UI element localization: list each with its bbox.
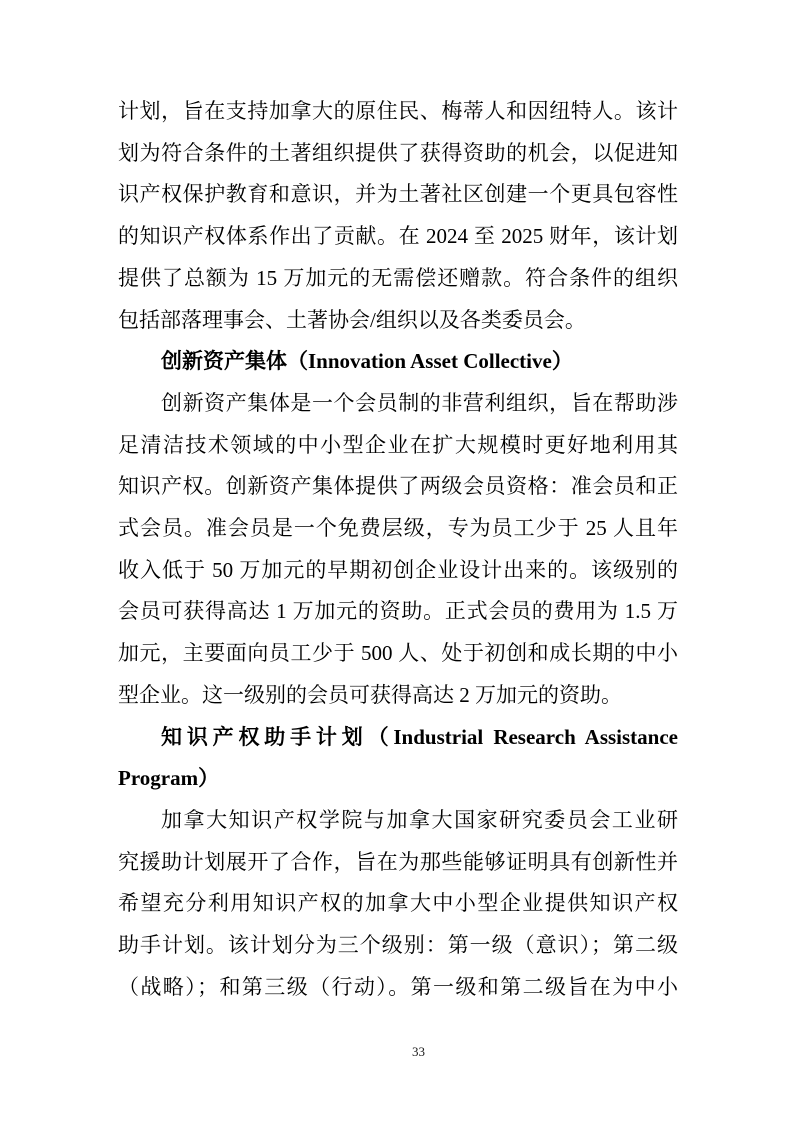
heading-industrial-research-assistance-program [118, 717, 678, 800]
section-heading: Program） [118, 766, 220, 791]
text-line: 识产权保护教育和意识，并为土著社区创建一个更具包容性 [118, 182, 678, 207]
text-line: 足清洁技术领域的中小型企业在扩大规模时更好地利用其 [118, 432, 678, 457]
text-line: 加拿大知识产权学院与加拿大国家研究委员会工业研 [161, 807, 678, 832]
text-line: 式会员。准会员是一个免费层级，专为员工少于 25 人且年 [118, 516, 678, 541]
text-line: 收入低于 50 万加元的早期初创企业设计出来的。该级别的 [118, 557, 678, 582]
text-line: 知识产权。创新资产集体提供了两级会员资格：准会员和正 [118, 474, 678, 499]
section-heading: 知识产权助手计划（Industrial Research Assistance [161, 724, 678, 749]
heading-innovation-asset-collective [118, 341, 678, 383]
text-line: （战略）；和第三级（行动）。第一级和第二级旨在为中小 [118, 974, 678, 999]
text-line: 提供了总额为 15 万加元的无需偿还赠款。符合条件的组织 [118, 265, 678, 290]
text-line: 助手计划。该计划分为三个级别：第一级（意识）；第二级 [118, 933, 678, 958]
text-line: 划为符合条件的土著组织提供了获得资助的机会，以促进知 [118, 140, 678, 165]
text-line: 包括部落理事会、土著协会/组织以及各类委员会。 [118, 307, 586, 332]
paragraph-innovation-asset-collective [118, 383, 678, 717]
text-line: 希望充分利用知识产权的加拿大中小型企业提供知识产权 [118, 891, 678, 916]
text-block [118, 91, 678, 1008]
page-number: 33 [412, 1044, 425, 1059]
text-line: 创新资产集体是一个会员制的非营利组织，旨在帮助涉 [161, 390, 678, 415]
section-heading: 创新资产集体（Innovation Asset Collective） [161, 349, 573, 374]
text-line: 加元，主要面向员工少于 500 人、处于初创和成长期的中小 [118, 641, 678, 666]
paragraph-ip-assist-program [118, 800, 678, 1009]
text-line: 的知识产权体系作出了贡献。在 2024 至 2025 财年，该计划 [118, 224, 678, 249]
text-line: 会员可获得高达 1 万加元的资助。正式会员的费用为 1.5 万 [118, 599, 678, 624]
text-line: 型企业。这一级别的会员可获得高达 2 万加元的资助。 [118, 682, 622, 707]
text-line: 计划，旨在支持加拿大的原住民、梅蒂人和因纽特人。该计 [118, 99, 678, 123]
paragraph-indigenous-ip-program [118, 91, 678, 341]
text-line: 究援助计划展开了合作，旨在为那些能够证明具有创新性并 [118, 849, 678, 874]
